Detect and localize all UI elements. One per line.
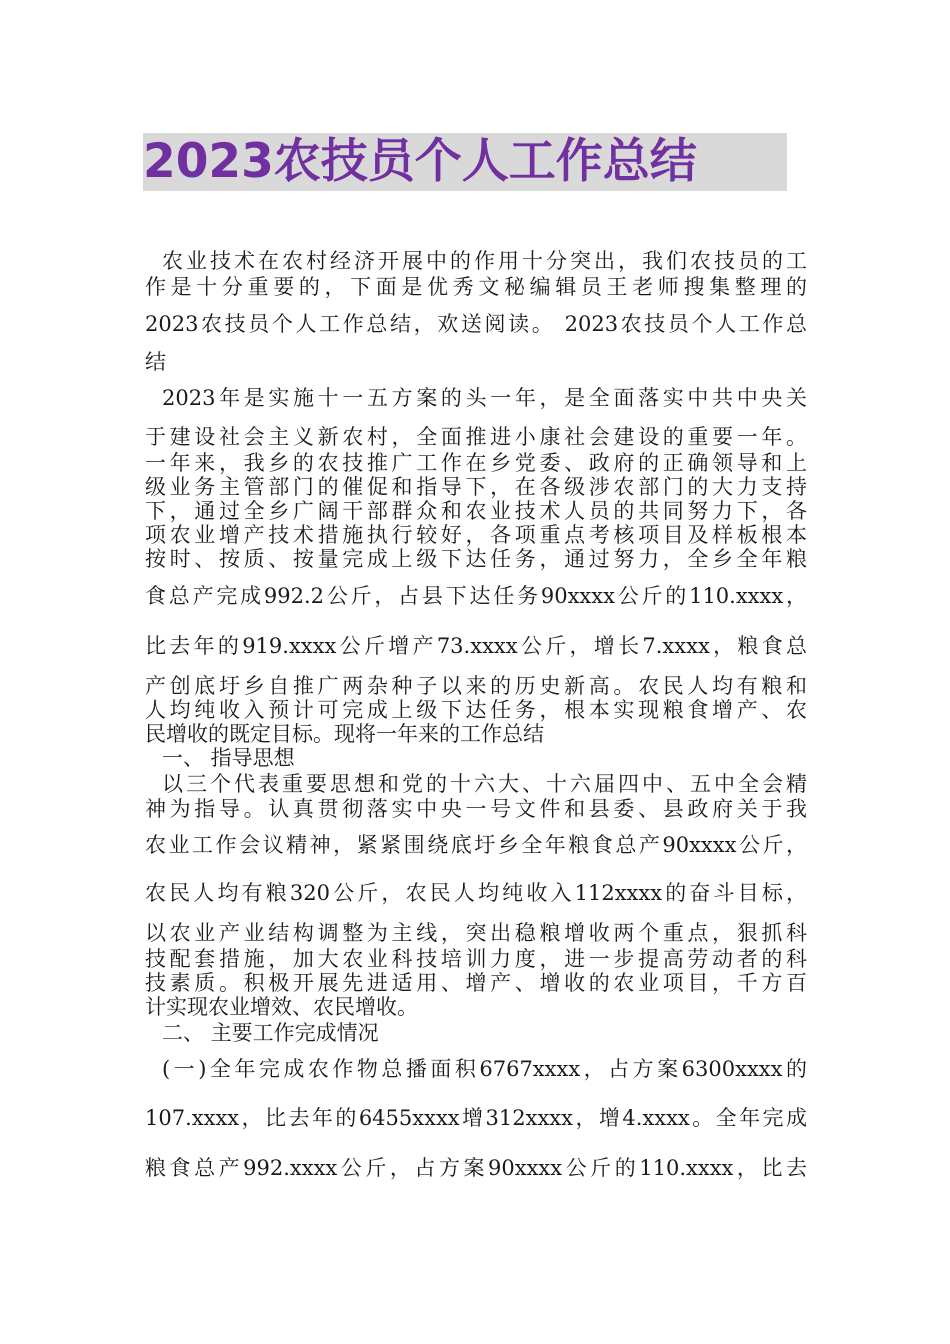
text-line: 以三个代表重要思想和党的十六大、十六届四中、五中全会精 <box>162 772 807 796</box>
text-line: 107.xxxx，比去年的6455xxxx增312xxxx，增4.xxxx。全年完成 <box>145 1106 807 1130</box>
text-line: 下，通过全乡广阔干部群众和农业技术人员的共同努力下，各 <box>145 499 807 523</box>
text-line: 技配套措施，加大农业科技培训力度，进一步提高劳动者的科 <box>145 947 807 971</box>
text-line: 产创底圩乡自推广两杂种子以来的历史新高。农民人均有粮和 <box>145 674 807 698</box>
text-line: 2023农技员个人工作总结，欢送阅读。 2023农技员个人工作总 <box>145 312 807 336</box>
title-highlight <box>143 133 787 191</box>
text-line: 项农业增产技术措施执行较好，各项重点考核项目及样板根本 <box>145 523 807 547</box>
text-line: 农民人均有粮320公斤，农民人均纯收入112xxxx的奋斗目标， <box>145 881 807 905</box>
text-line: 2023年是实施十一五方案的头一年，是全面落实中共中央关 <box>162 386 807 410</box>
text-line: 人均纯收入预计可完成上级下达任务，根本实现粮食增产、农 <box>145 698 807 722</box>
text-line: (一)全年完成农作物总播面积6767xxxx，占方案6300xxxx的 <box>162 1057 807 1081</box>
text-line: 农业工作会议精神，紧紧围绕底圩乡全年粮食总产90xxxx公斤， <box>145 833 807 857</box>
text-line: 民增收的既定目标。现将一年来的工作总结 <box>145 722 544 746</box>
section-heading: 一、 指导思想 <box>162 746 295 770</box>
text-line: 计实现农业增效、农民增收。 <box>145 995 418 1019</box>
text-line: 一年来，我乡的农技推广工作在乡党委、政府的正确领导和上 <box>145 451 807 475</box>
text-line: 于建设社会主义新农村，全面推进小康社会建设的重要一年。 <box>145 425 807 449</box>
text-line: 比去年的919.xxxx公斤增产73.xxxx公斤，增长7.xxxx，粮食总 <box>145 634 807 658</box>
text-line: 神为指导。认真贯彻落实中央一号文件和县委、县政府关于我 <box>145 797 807 821</box>
text-line: 技素质。积极开展先进适用、增产、增收的农业项目，千方百 <box>145 971 807 995</box>
text-line: 作是十分重要的，下面是优秀文秘编辑员王老师搜集整理的 <box>145 275 807 299</box>
text-line: 按时、按质、按量完成上级下达任务，通过努力，全乡全年粮 <box>145 547 807 571</box>
text-line: 级业务主管部门的催促和指导下，在各级涉农部门的大力支持 <box>145 475 807 499</box>
text-line: 结 <box>145 350 166 374</box>
text-line: 粮食总产992.xxxx公斤，占方案90xxxx公斤的110.xxxx，比去 <box>145 1156 807 1180</box>
section-heading: 二、 主要工作完成情况 <box>162 1021 379 1045</box>
text-line: 以农业产业结构调整为主线，突出稳粮增收两个重点，狠抓科 <box>145 921 807 945</box>
text-line: 农业技术在农村经济开展中的作用十分突出，我们农技员的工 <box>162 249 807 273</box>
text-line: 食总产完成992.2公斤，占县下达任务90xxxx公斤的110.xxxx， <box>145 584 807 608</box>
document-title: 2023农技员个人工作总结 <box>143 134 697 189</box>
